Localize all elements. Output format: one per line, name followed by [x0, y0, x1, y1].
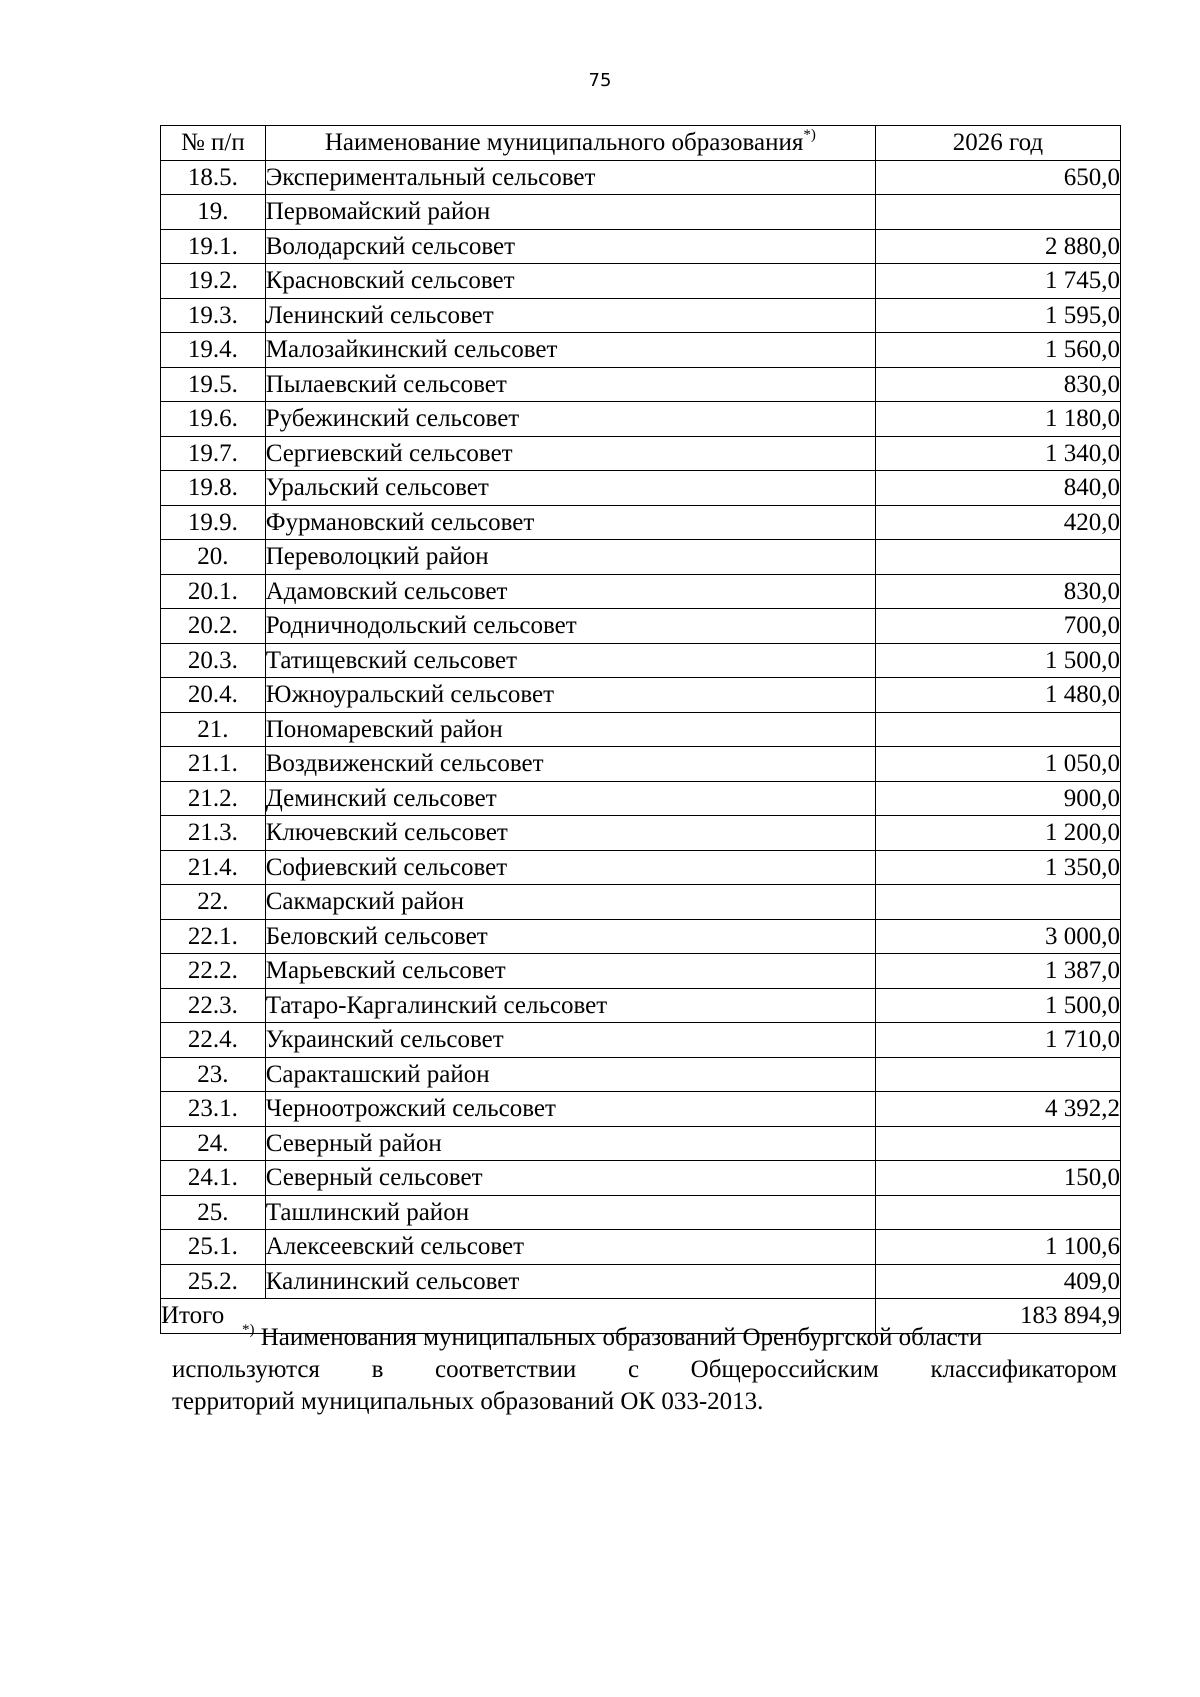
page-number: 75	[588, 70, 612, 91]
row-name: Адамовский сельсовет	[265, 574, 875, 609]
row-name: Володарский сельсовет	[265, 229, 875, 264]
row-num: 19.1.	[161, 229, 266, 264]
table-row	[161, 1126, 1121, 1161]
row-name: Воздвиженский сельсовет	[265, 747, 875, 782]
row-num: 20.1.	[161, 574, 266, 609]
header-name-text: Наименование муниципального образования	[324, 129, 804, 157]
row-num: 22.	[161, 885, 266, 920]
row-name: Северный сельсовет	[265, 1161, 875, 1196]
row-value: 3 000,0	[875, 919, 1120, 954]
row-name: Южноуральский сельсовет	[265, 678, 875, 713]
table-row	[161, 643, 1121, 678]
table-row	[161, 816, 1121, 851]
table-row	[161, 505, 1121, 540]
row-value: 830,0	[875, 574, 1120, 609]
row-num: 19.4.	[161, 333, 266, 368]
table-row	[161, 195, 1121, 230]
row-num: 19.5.	[161, 367, 266, 402]
row-num: 24.1.	[161, 1161, 266, 1196]
row-num: 22.4.	[161, 1023, 266, 1058]
row-value	[875, 885, 1120, 920]
row-value: 830,0	[875, 367, 1120, 402]
row-num: 23.1.	[161, 1092, 266, 1127]
table-row	[161, 954, 1121, 989]
table-row	[161, 264, 1121, 299]
row-value: 900,0	[875, 781, 1120, 816]
table-row	[161, 298, 1121, 333]
footnote-line-3: территорий муниципальных образований ОК 033-2013.	[172, 1388, 764, 1415]
row-num: 20.2.	[161, 609, 266, 644]
row-value: 1 745,0	[875, 264, 1120, 299]
row-num: 24.	[161, 1126, 266, 1161]
table-row	[161, 471, 1121, 506]
row-value: 2 880,0	[875, 229, 1120, 264]
table-row	[161, 609, 1121, 644]
row-value: 1 387,0	[875, 954, 1120, 989]
header-footnote-mark: *)	[803, 127, 816, 144]
row-name: Софиевский сельсовет	[265, 850, 875, 885]
table-row	[161, 1230, 1121, 1265]
table-header-row	[161, 126, 1121, 161]
row-value	[875, 712, 1120, 747]
row-value: 1 480,0	[875, 678, 1120, 713]
row-value	[875, 1126, 1120, 1161]
table-row	[161, 1023, 1121, 1058]
table-row	[161, 160, 1121, 195]
row-value: 1 500,0	[875, 988, 1120, 1023]
row-value: 1 050,0	[875, 747, 1120, 782]
row-name: Ключевский сельсовет	[265, 816, 875, 851]
row-name: Ленинский сельсовет	[265, 298, 875, 333]
table-row	[161, 1092, 1121, 1127]
row-value	[875, 195, 1120, 230]
row-name: Ташлинский район	[265, 1195, 875, 1230]
row-num: 25.2.	[161, 1264, 266, 1299]
row-value: 1 350,0	[875, 850, 1120, 885]
table-row	[161, 781, 1121, 816]
header-year: 2026 год	[875, 126, 1120, 161]
row-name: Экспериментальный сельсовет	[265, 160, 875, 195]
row-name: Украинский сельсовет	[265, 1023, 875, 1058]
row-num: 19.8.	[161, 471, 266, 506]
row-num: 19.	[161, 195, 266, 230]
row-num: 21.4.	[161, 850, 266, 885]
table-row	[161, 747, 1121, 782]
allocation-table	[160, 125, 1121, 1334]
table-row	[161, 1057, 1121, 1092]
table-row	[161, 540, 1121, 575]
row-name: Черноотрожский сельсовет	[265, 1092, 875, 1127]
row-name: Татищевский сельсовет	[265, 643, 875, 678]
row-name: Алексеевский сельсовет	[265, 1230, 875, 1265]
row-num: 20.4.	[161, 678, 266, 713]
table-row	[161, 988, 1121, 1023]
row-name: Северный район	[265, 1126, 875, 1161]
footnote-line-2: используются в соответствии с Общероссийским классификатором	[172, 1356, 1117, 1383]
row-value: 1 500,0	[875, 643, 1120, 678]
row-num: 20.3.	[161, 643, 266, 678]
row-name: Красновский сельсовет	[265, 264, 875, 299]
table-row	[161, 402, 1121, 437]
row-name: Первомайский район	[265, 195, 875, 230]
row-name: Татаро-Каргалинский сельсовет	[265, 988, 875, 1023]
row-num: 25.1.	[161, 1230, 266, 1265]
table-row	[161, 678, 1121, 713]
header-name	[265, 126, 875, 161]
row-value: 409,0	[875, 1264, 1120, 1299]
row-name: Калининский сельсовет	[265, 1264, 875, 1299]
row-num: 21.2.	[161, 781, 266, 816]
footnote-text-1: Наименования муниципальных образований Оренбургской области	[260, 1324, 983, 1351]
row-value: 4 392,2	[875, 1092, 1120, 1127]
footnote	[172, 1322, 1117, 1418]
row-num: 22.2.	[161, 954, 266, 989]
table-row	[161, 1161, 1121, 1196]
row-name: Сергиевский сельсовет	[265, 436, 875, 471]
row-num: 22.1.	[161, 919, 266, 954]
row-value: 420,0	[875, 505, 1120, 540]
row-value: 1 200,0	[875, 816, 1120, 851]
row-num: 21.	[161, 712, 266, 747]
row-name: Пономаревский район	[265, 712, 875, 747]
total-value: 183 894,9	[875, 1299, 1120, 1334]
table-row	[161, 333, 1121, 368]
row-num: 19.9.	[161, 505, 266, 540]
table-row	[161, 885, 1121, 920]
table-row	[161, 850, 1121, 885]
row-num: 19.2.	[161, 264, 266, 299]
row-name: Рубежинский сельсовет	[265, 402, 875, 437]
row-name: Деминский сельсовет	[265, 781, 875, 816]
header-num: № п/п	[161, 126, 266, 161]
row-num: 19.6.	[161, 402, 266, 437]
row-value	[875, 1057, 1120, 1092]
row-value	[875, 540, 1120, 575]
row-num: 19.7.	[161, 436, 266, 471]
row-value	[875, 1195, 1120, 1230]
footnote-mark: *)	[242, 1322, 255, 1338]
table-row	[161, 229, 1121, 264]
row-value: 1 100,6	[875, 1230, 1120, 1265]
row-num: 22.3.	[161, 988, 266, 1023]
row-num: 21.1.	[161, 747, 266, 782]
row-num: 19.3.	[161, 298, 266, 333]
row-name: Беловский сельсовет	[265, 919, 875, 954]
row-value: 700,0	[875, 609, 1120, 644]
table-row	[161, 436, 1121, 471]
row-value: 650,0	[875, 160, 1120, 195]
row-value: 1 340,0	[875, 436, 1120, 471]
table-row	[161, 367, 1121, 402]
row-name: Сакмарский район	[265, 885, 875, 920]
row-value: 840,0	[875, 471, 1120, 506]
row-value: 1 560,0	[875, 333, 1120, 368]
row-value: 1 710,0	[875, 1023, 1120, 1058]
row-num: 23.	[161, 1057, 266, 1092]
row-value: 150,0	[875, 1161, 1120, 1196]
table-row	[161, 574, 1121, 609]
row-name: Малозайкинский сельсовет	[265, 333, 875, 368]
row-num: 21.3.	[161, 816, 266, 851]
row-name: Переволоцкий район	[265, 540, 875, 575]
table-row	[161, 919, 1121, 954]
row-name: Уральский сельсовет	[265, 471, 875, 506]
footnote-line-1	[172, 1322, 1117, 1354]
row-value: 1 595,0	[875, 298, 1120, 333]
row-value: 1 180,0	[875, 402, 1120, 437]
table-row	[161, 1195, 1121, 1230]
row-name: Марьевский сельсовет	[265, 954, 875, 989]
table-row	[161, 712, 1121, 747]
row-name: Саракташский район	[265, 1057, 875, 1092]
row-num: 25.	[161, 1195, 266, 1230]
total-label: Итого	[161, 1299, 876, 1334]
row-num: 20.	[161, 540, 266, 575]
row-name: Фурмановский сельсовет	[265, 505, 875, 540]
table-row	[161, 1264, 1121, 1299]
row-num: 18.5.	[161, 160, 266, 195]
row-name: Родничнодольский сельсовет	[265, 609, 875, 644]
row-name: Пылаевский сельсовет	[265, 367, 875, 402]
